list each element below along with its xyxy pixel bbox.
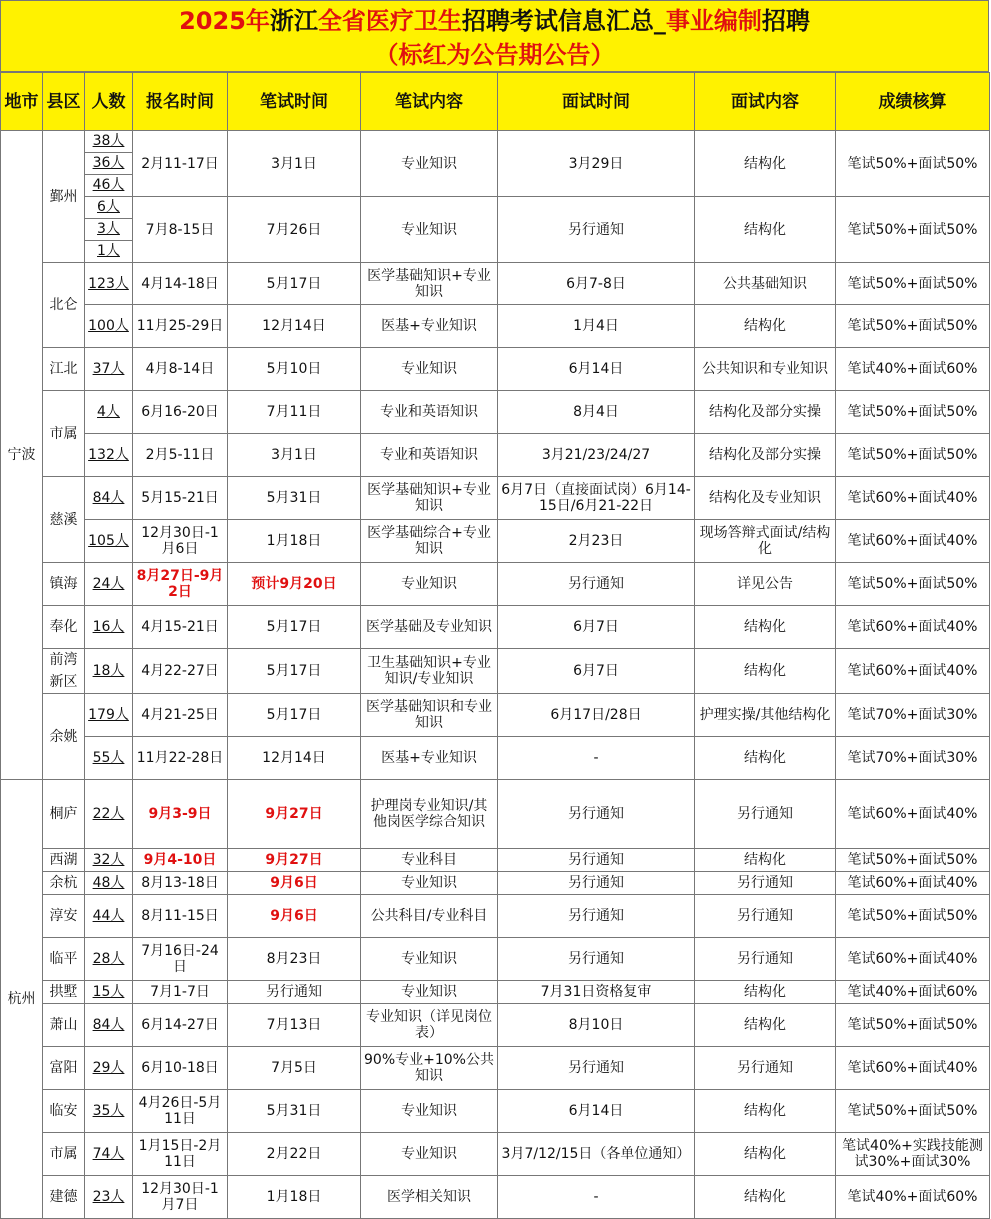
written-content-cell: 专业知识 xyxy=(361,1090,498,1133)
county-cell: 建德 xyxy=(43,1176,85,1219)
header-score: 成绩核算 xyxy=(836,73,990,131)
count-subvalue: 38人 xyxy=(85,131,132,153)
written-content-cell: 专业知识 xyxy=(361,981,498,1004)
interview-content-cell: 另行通知 xyxy=(695,872,836,895)
registration-cell: 7月1-7日 xyxy=(133,981,228,1004)
interview-content-cell: 结构化 xyxy=(695,1133,836,1176)
table-row xyxy=(1,649,990,694)
interview-content-cell: 结构化及部分实操 xyxy=(695,434,836,477)
written-content-cell: 医学基础知识+专业知识 xyxy=(361,263,498,305)
county-cell: 淳安 xyxy=(43,895,85,938)
count-cell: 24人 xyxy=(85,563,133,606)
count-cell: 23人 xyxy=(85,1176,133,1219)
score-cell: 笔试60%+面试40% xyxy=(836,520,990,563)
county-cell: 市属 xyxy=(43,1133,85,1176)
header-row xyxy=(1,73,990,131)
written-content-cell: 专业知识 xyxy=(361,938,498,981)
registration-cell: 4月26日-5月11日 xyxy=(133,1090,228,1133)
registration-cell: 6月10-18日 xyxy=(133,1047,228,1090)
score-cell: 笔试60%+面试40% xyxy=(836,477,990,520)
interview-content-cell: 公共基础知识 xyxy=(695,263,836,305)
interview-time-cell: 6月17日/28日 xyxy=(498,694,695,737)
score-cell: 笔试50%+面试50% xyxy=(836,1090,990,1133)
table-row xyxy=(1,348,990,391)
table-row xyxy=(1,477,990,520)
registration-cell: 12月30日-1月6日 xyxy=(133,520,228,563)
registration-cell: 4月22-27日 xyxy=(133,649,228,694)
title-line-1: 2025年浙江全省医疗卫生招聘考试信息汇总_事业编制招聘 xyxy=(179,7,810,35)
written-time-cell: 8月23日 xyxy=(228,938,361,981)
interview-time-cell: 6月14日 xyxy=(498,348,695,391)
written-content-cell: 专业知识 xyxy=(361,872,498,895)
interview-time-cell: 1月4日 xyxy=(498,305,695,348)
interview-content-cell: 结构化 xyxy=(695,131,836,197)
written-time-cell: 2月22日 xyxy=(228,1133,361,1176)
score-cell: 笔试40%+面试60% xyxy=(836,348,990,391)
interview-time-cell: 另行通知 xyxy=(498,872,695,895)
score-cell: 笔试50%+面试50% xyxy=(836,131,990,197)
header-registration: 报名时间 xyxy=(133,73,228,131)
score-cell: 笔试60%+面试40% xyxy=(836,649,990,694)
registration-cell: 12月30日-1月7日 xyxy=(133,1176,228,1219)
table-row xyxy=(1,981,990,1004)
interview-content-cell: 另行通知 xyxy=(695,780,836,849)
count-cell: 35人 xyxy=(85,1090,133,1133)
written-time-cell: 预计9月20日 xyxy=(228,563,361,606)
score-cell: 笔试70%+面试30% xyxy=(836,737,990,780)
interview-content-cell: 结构化 xyxy=(695,1176,836,1219)
score-cell: 笔试50%+面试50% xyxy=(836,391,990,434)
county-cell: 余杭 xyxy=(43,872,85,895)
count-cell: 28人 xyxy=(85,938,133,981)
written-time-cell: 9月27日 xyxy=(228,780,361,849)
count-cell: 32人 xyxy=(85,849,133,872)
table-row xyxy=(1,263,990,305)
county-cell: 临安 xyxy=(43,1090,85,1133)
table-row xyxy=(1,1176,990,1219)
header-written-content: 笔试内容 xyxy=(361,73,498,131)
table-row xyxy=(1,197,990,263)
interview-time-cell: 8月10日 xyxy=(498,1004,695,1047)
count-cell: 179人 xyxy=(85,694,133,737)
table-row xyxy=(1,849,990,872)
written-content-cell: 专业和英语知识 xyxy=(361,434,498,477)
registration-cell: 2月5-11日 xyxy=(133,434,228,477)
registration-cell: 4月21-25日 xyxy=(133,694,228,737)
written-content-cell: 护理岗专业知识/其他岗医学综合知识 xyxy=(361,780,498,849)
table-row xyxy=(1,938,990,981)
score-cell: 笔试50%+面试50% xyxy=(836,197,990,263)
county-cell: 临平 xyxy=(43,938,85,981)
registration-cell: 6月16-20日 xyxy=(133,391,228,434)
written-content-cell: 专业科目 xyxy=(361,849,498,872)
interview-content-cell: 公共知识和专业知识 xyxy=(695,348,836,391)
written-time-cell: 1月18日 xyxy=(228,1176,361,1219)
county-cell: 前湾新区 xyxy=(43,649,85,694)
county-cell: 市属 xyxy=(43,391,85,477)
table-row xyxy=(1,606,990,649)
interview-content-cell: 结构化 xyxy=(695,1004,836,1047)
county-cell: 余姚 xyxy=(43,694,85,780)
count-cell xyxy=(85,197,133,263)
written-time-cell: 1月18日 xyxy=(228,520,361,563)
registration-cell: 11月22-28日 xyxy=(133,737,228,780)
count-cell: 84人 xyxy=(85,477,133,520)
interview-time-cell: - xyxy=(498,737,695,780)
written-time-cell: 12月14日 xyxy=(228,305,361,348)
score-cell: 笔试60%+面试40% xyxy=(836,938,990,981)
interview-content-cell: 详见公告 xyxy=(695,563,836,606)
interview-time-cell: - xyxy=(498,1176,695,1219)
county-cell: 江北 xyxy=(43,348,85,391)
written-content-cell: 医学基础及专业知识 xyxy=(361,606,498,649)
table-row xyxy=(1,434,990,477)
header-city: 地市 xyxy=(1,73,43,131)
interview-content-cell: 结构化 xyxy=(695,1090,836,1133)
written-content-cell: 专业知识（详见岗位表） xyxy=(361,1004,498,1047)
written-content-cell: 医基+专业知识 xyxy=(361,305,498,348)
registration-cell: 8月11-15日 xyxy=(133,895,228,938)
interview-content-cell: 结构化及部分实操 xyxy=(695,391,836,434)
count-cell: 105人 xyxy=(85,520,133,563)
count-cell: 123人 xyxy=(85,263,133,305)
written-content-cell: 专业知识 xyxy=(361,197,498,263)
registration-cell: 7月16日-24日 xyxy=(133,938,228,981)
score-cell: 笔试50%+面试50% xyxy=(836,895,990,938)
table-row xyxy=(1,737,990,780)
interview-time-cell: 另行通知 xyxy=(498,849,695,872)
county-cell: 富阳 xyxy=(43,1047,85,1090)
count-cell: 4人 xyxy=(85,391,133,434)
interview-time-cell: 6月14日 xyxy=(498,1090,695,1133)
count-cell: 132人 xyxy=(85,434,133,477)
registration-cell: 8月13-18日 xyxy=(133,872,228,895)
written-time-cell: 9月27日 xyxy=(228,849,361,872)
table-row xyxy=(1,131,990,197)
recruitment-table xyxy=(0,72,990,1219)
city-cell: 杭州 xyxy=(1,780,43,1219)
written-content-cell: 医学基础综合+专业知识 xyxy=(361,520,498,563)
score-cell: 笔试40%+实践技能测试30%+面试30% xyxy=(836,1133,990,1176)
interview-time-cell: 另行通知 xyxy=(498,938,695,981)
county-cell: 镇海 xyxy=(43,563,85,606)
count-subvalue: 6人 xyxy=(85,197,132,219)
count-subvalue: 1人 xyxy=(97,243,120,259)
count-cell: 74人 xyxy=(85,1133,133,1176)
interview-content-cell: 另行通知 xyxy=(695,1047,836,1090)
table-row xyxy=(1,780,990,849)
header-written-time: 笔试时间 xyxy=(228,73,361,131)
count-cell: 84人 xyxy=(85,1004,133,1047)
header-interview-time: 面试时间 xyxy=(498,73,695,131)
written-time-cell: 7月11日 xyxy=(228,391,361,434)
written-time-cell: 7月26日 xyxy=(228,197,361,263)
table-row xyxy=(1,694,990,737)
written-content-cell: 医学相关知识 xyxy=(361,1176,498,1219)
count-cell: 48人 xyxy=(85,872,133,895)
written-time-cell: 9月6日 xyxy=(228,872,361,895)
table-row xyxy=(1,1133,990,1176)
registration-cell: 11月25-29日 xyxy=(133,305,228,348)
interview-time-cell: 另行通知 xyxy=(498,563,695,606)
interview-time-cell: 2月23日 xyxy=(498,520,695,563)
score-cell: 笔试60%+面试40% xyxy=(836,1047,990,1090)
interview-time-cell: 6月7日（直接面试岗）6月14-15日/6月21-22日 xyxy=(498,477,695,520)
interview-content-cell: 另行通知 xyxy=(695,895,836,938)
interview-time-cell: 6月7日 xyxy=(498,649,695,694)
interview-time-cell: 3月29日 xyxy=(498,131,695,197)
count-cell: 44人 xyxy=(85,895,133,938)
score-cell: 笔试60%+面试40% xyxy=(836,872,990,895)
header-interview-content: 面试内容 xyxy=(695,73,836,131)
county-cell: 西湖 xyxy=(43,849,85,872)
count-cell: 16人 xyxy=(85,606,133,649)
table-row xyxy=(1,1047,990,1090)
written-time-cell: 5月17日 xyxy=(228,263,361,305)
written-time-cell: 3月1日 xyxy=(228,131,361,197)
interview-time-cell: 3月7/12/15日（各单位通知） xyxy=(498,1133,695,1176)
interview-content-cell: 结构化 xyxy=(695,649,836,694)
count-cell: 22人 xyxy=(85,780,133,849)
score-cell: 笔试50%+面试50% xyxy=(836,563,990,606)
written-time-cell: 5月17日 xyxy=(228,606,361,649)
written-time-cell: 5月10日 xyxy=(228,348,361,391)
table-row xyxy=(1,520,990,563)
county-cell: 拱墅 xyxy=(43,981,85,1004)
written-time-cell: 5月17日 xyxy=(228,694,361,737)
table-row xyxy=(1,1004,990,1047)
table-row xyxy=(1,563,990,606)
interview-time-cell: 3月21/23/24/27 xyxy=(498,434,695,477)
written-content-cell: 卫生基础知识+专业知识/专业知识 xyxy=(361,649,498,694)
written-time-cell: 5月17日 xyxy=(228,649,361,694)
count-subvalue: 36人 xyxy=(85,153,132,175)
interview-content-cell: 结构化 xyxy=(695,849,836,872)
registration-cell: 5月15-21日 xyxy=(133,477,228,520)
score-cell: 笔试50%+面试50% xyxy=(836,849,990,872)
interview-content-cell: 护理实操/其他结构化 xyxy=(695,694,836,737)
written-content-cell: 专业知识 xyxy=(361,348,498,391)
written-time-cell: 7月13日 xyxy=(228,1004,361,1047)
interview-content-cell: 结构化 xyxy=(695,197,836,263)
interview-time-cell: 另行通知 xyxy=(498,780,695,849)
written-time-cell: 12月14日 xyxy=(228,737,361,780)
score-cell: 笔试60%+面试40% xyxy=(836,780,990,849)
count-cell xyxy=(85,131,133,197)
registration-cell: 9月3-9日 xyxy=(133,780,228,849)
registration-cell: 1月15日-2月11日 xyxy=(133,1133,228,1176)
count-cell: 18人 xyxy=(85,649,133,694)
county-cell: 慈溪 xyxy=(43,477,85,563)
registration-cell: 9月4-10日 xyxy=(133,849,228,872)
count-cell: 55人 xyxy=(85,737,133,780)
interview-time-cell: 6月7-8日 xyxy=(498,263,695,305)
header-county: 县区 xyxy=(43,73,85,131)
registration-cell: 6月14-27日 xyxy=(133,1004,228,1047)
written-time-cell: 7月5日 xyxy=(228,1047,361,1090)
score-cell: 笔试70%+面试30% xyxy=(836,694,990,737)
registration-cell: 4月8-14日 xyxy=(133,348,228,391)
county-cell: 鄞州 xyxy=(43,131,85,263)
score-cell: 笔试50%+面试50% xyxy=(836,263,990,305)
written-time-cell: 另行通知 xyxy=(228,981,361,1004)
score-cell: 笔试40%+面试60% xyxy=(836,1176,990,1219)
count-subvalue: 46人 xyxy=(92,177,125,193)
county-cell: 北仑 xyxy=(43,263,85,348)
written-content-cell: 医学基础知识+专业知识 xyxy=(361,477,498,520)
registration-cell: 8月27日-9月2日 xyxy=(133,563,228,606)
table-row xyxy=(1,1090,990,1133)
table-row xyxy=(1,391,990,434)
table-row xyxy=(1,872,990,895)
table-row xyxy=(1,895,990,938)
written-content-cell: 专业知识 xyxy=(361,563,498,606)
table-row xyxy=(1,305,990,348)
county-cell: 桐庐 xyxy=(43,780,85,849)
written-content-cell: 专业知识 xyxy=(361,1133,498,1176)
count-subvalue: 3人 xyxy=(85,219,132,241)
score-cell: 笔试50%+面试50% xyxy=(836,1004,990,1047)
interview-time-cell: 另行通知 xyxy=(498,197,695,263)
written-time-cell: 5月31日 xyxy=(228,477,361,520)
registration-cell: 2月11-17日 xyxy=(133,131,228,197)
header-count: 人数 xyxy=(85,73,133,131)
interview-time-cell: 8月4日 xyxy=(498,391,695,434)
interview-time-cell: 6月7日 xyxy=(498,606,695,649)
written-content-cell: 医学基础知识和专业知识 xyxy=(361,694,498,737)
score-cell: 笔试40%+面试60% xyxy=(836,981,990,1004)
score-cell: 笔试50%+面试50% xyxy=(836,434,990,477)
interview-content-cell: 结构化 xyxy=(695,305,836,348)
score-cell: 笔试60%+面试40% xyxy=(836,606,990,649)
interview-content-cell: 结构化 xyxy=(695,981,836,1004)
interview-content-cell: 另行通知 xyxy=(695,938,836,981)
count-cell: 37人 xyxy=(85,348,133,391)
written-content-cell: 医基+专业知识 xyxy=(361,737,498,780)
count-cell: 29人 xyxy=(85,1047,133,1090)
interview-content-cell: 结构化 xyxy=(695,737,836,780)
interview-content-cell: 现场答辩式面试/结构化 xyxy=(695,520,836,563)
score-cell: 笔试50%+面试50% xyxy=(836,305,990,348)
interview-time-cell: 另行通知 xyxy=(498,895,695,938)
interview-content-cell: 结构化 xyxy=(695,606,836,649)
written-content-cell: 专业知识 xyxy=(361,131,498,197)
written-content-cell: 90%专业+10%公共知识 xyxy=(361,1047,498,1090)
city-cell: 宁波 xyxy=(1,131,43,780)
interview-content-cell: 结构化及专业知识 xyxy=(695,477,836,520)
written-time-cell: 9月6日 xyxy=(228,895,361,938)
title-line-2: （标红为公告期公告） xyxy=(374,41,615,69)
written-time-cell: 5月31日 xyxy=(228,1090,361,1133)
written-time-cell: 3月1日 xyxy=(228,434,361,477)
sheet-title xyxy=(0,0,989,72)
county-cell: 萧山 xyxy=(43,1004,85,1047)
count-cell: 15人 xyxy=(85,981,133,1004)
registration-cell: 7月8-15日 xyxy=(133,197,228,263)
written-content-cell: 公共科目/专业科目 xyxy=(361,895,498,938)
written-content-cell: 专业和英语知识 xyxy=(361,391,498,434)
registration-cell: 4月14-18日 xyxy=(133,263,228,305)
county-cell: 奉化 xyxy=(43,606,85,649)
interview-time-cell: 7月31日资格复审 xyxy=(498,981,695,1004)
registration-cell: 4月15-21日 xyxy=(133,606,228,649)
count-cell: 100人 xyxy=(85,305,133,348)
interview-time-cell: 另行通知 xyxy=(498,1047,695,1090)
